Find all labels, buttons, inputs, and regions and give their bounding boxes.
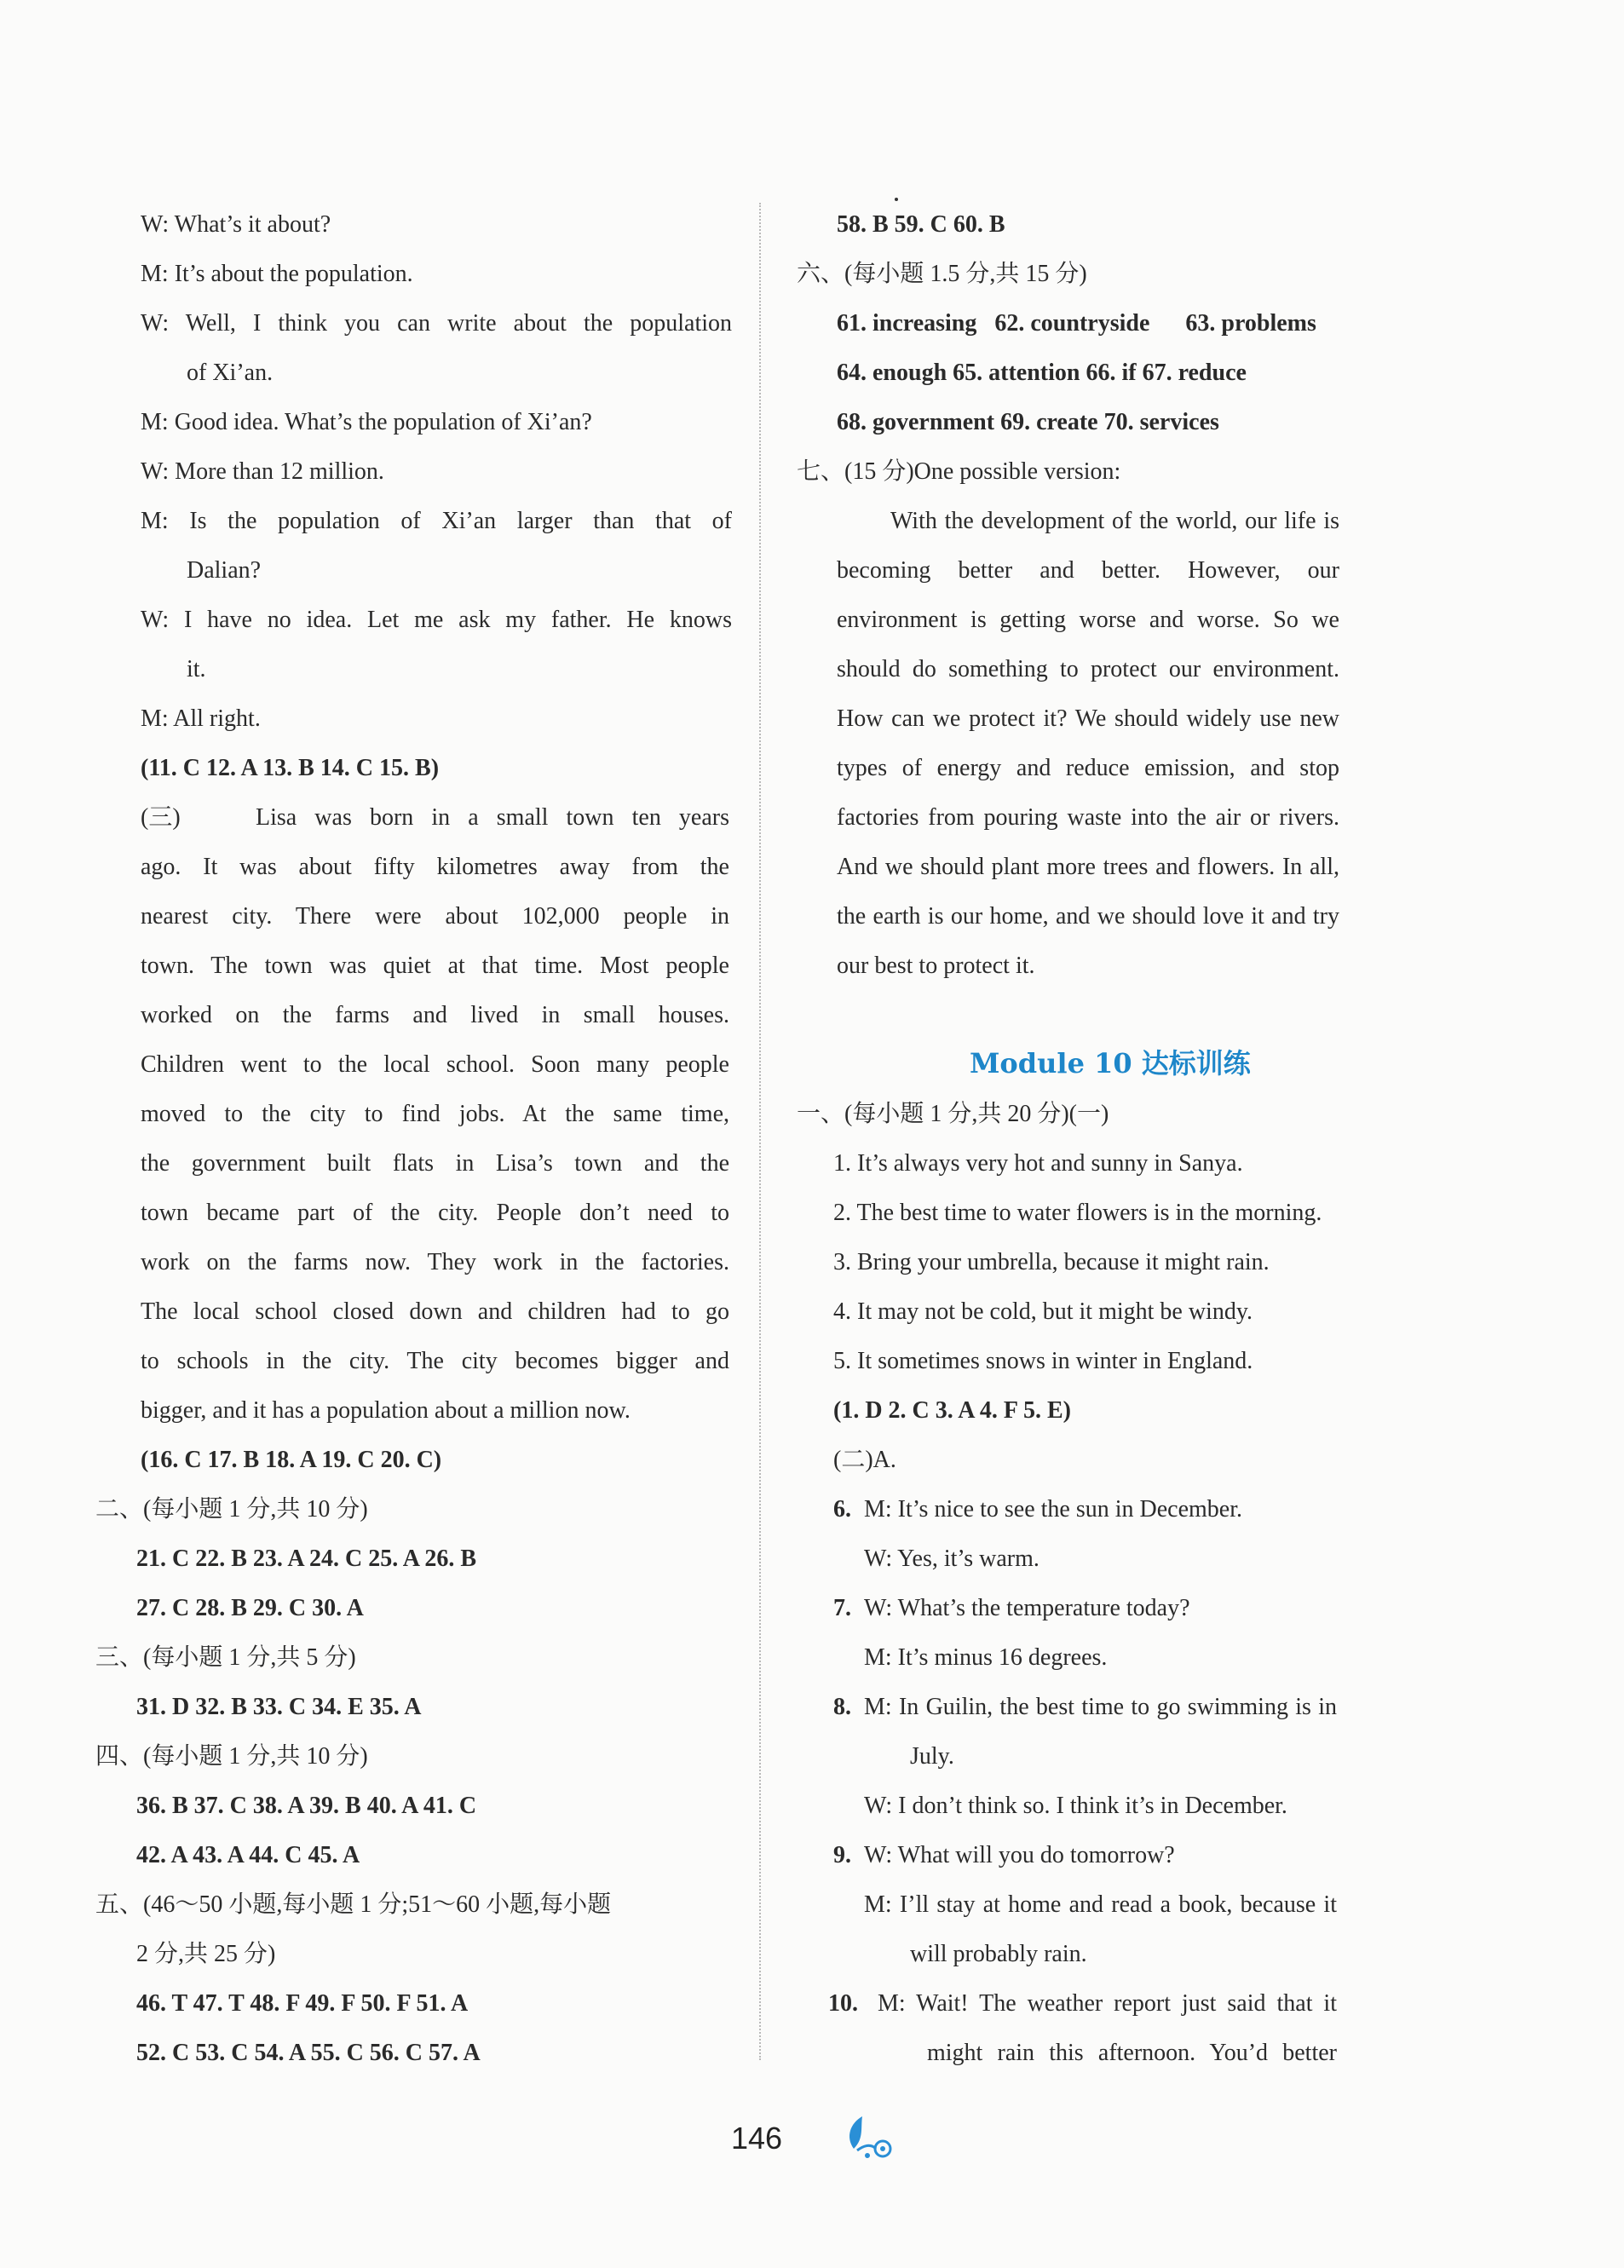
answer-row: 31. D 32. B 33. C 34. E 35. A	[136, 1694, 422, 1720]
passage-line: to schools in the city. The city becomes bigger and	[141, 1348, 729, 1374]
dialogue-line: M: It’s nice to see the sun in December.	[864, 1496, 1242, 1523]
item-number: 7.	[833, 1595, 851, 1621]
part-2-label: (二)A.	[833, 1447, 896, 1473]
section-7-title: 七、(15 分)One possible version:	[797, 458, 1121, 485]
emphasis-dot	[895, 198, 898, 201]
essay-line: factories from pouring waste into the air or rivers.	[837, 804, 1339, 831]
dialogue-line-cont: will probably rain.	[910, 1941, 1087, 1967]
dialogue-line: W: I have no idea. Let me ask my father. He knows	[141, 607, 732, 633]
dialogue-line-cont: Dalian?	[187, 557, 262, 584]
section-3-title: 三、(每小题 1 分,共 5 分)	[95, 1644, 356, 1671]
dialogue-line: M: It’s about the population.	[141, 261, 413, 287]
essay-line: the earth is our home, and we should love it and try	[837, 903, 1339, 930]
dialogue-line: W: Yes, it’s warm.	[864, 1546, 1039, 1572]
dialogue-line: W: What will you do tomorrow?	[864, 1842, 1175, 1868]
listening-item: 5. It sometimes snows in winter in England.	[833, 1348, 1253, 1374]
listening-item: 4. It may not be cold, but it might be windy.	[833, 1298, 1253, 1325]
answer-row: 52. C 53. C 54. A 55. C 56. C 57. A	[136, 2040, 481, 2066]
answer-row: 68. government 69. create 70. services	[837, 409, 1219, 435]
passage-line: ago. It was about fifty kilometres away from the	[141, 854, 729, 880]
listening-item: 1. It’s always very hot and sunny in Sanya.	[833, 1150, 1243, 1177]
dialogue-line: W: What’s it about?	[141, 211, 331, 238]
passage-line: town became part of the city. People don’t need to	[141, 1200, 729, 1226]
passage-line: Lisa was born in a small town ten years	[256, 804, 729, 831]
dialogue-line-cont: might rain this afternoon. You’d better	[927, 2040, 1337, 2066]
page-number: 146	[731, 2121, 783, 2156]
dialogue-line: M: In Guilin, the best time to go swimming is in	[864, 1694, 1337, 1720]
dialogue-line: M: All right.	[141, 705, 261, 732]
item-number: 9.	[833, 1842, 851, 1868]
answer-row: 58. B 59. C 60. B	[837, 211, 1005, 238]
dialogue-line: M: I’ll stay at home and read a book, because it	[864, 1891, 1337, 1918]
dialogue-line: M: Good idea. What’s the population of Xi’an?	[141, 409, 592, 435]
passage-line: nearest city. There were about 102,000 people in	[141, 903, 729, 930]
column-divider	[759, 203, 761, 2060]
listening-item: 3. Bring your umbrella, because it might rain.	[833, 1249, 1270, 1275]
essay-line: How can we protect it? We should widely use new	[837, 705, 1339, 732]
essay-line: should do something to protect our environment.	[837, 656, 1339, 682]
passage-line: Children went to the local school. Soon many people	[141, 1051, 729, 1078]
answer-row: 27. C 28. B 29. C 30. A	[136, 1595, 364, 1621]
answer-row: 42. A 43. A 44. C 45. A	[136, 1842, 360, 1868]
essay-line: environment is getting worse and worse. So we	[837, 607, 1339, 633]
listening-item: 2. The best time to water flowers is in the morning.	[833, 1200, 1322, 1226]
passage-line: the government built flats in Lisa’s town and the	[141, 1150, 729, 1177]
section-4-title: 四、(每小题 1 分,共 10 分)	[95, 1743, 368, 1770]
dialogue-line: W: Well, I think you can write about the population	[141, 310, 732, 337]
essay-line: becoming better and better. However, our	[837, 557, 1339, 584]
dialogue-line-cont: of Xi’an.	[187, 360, 274, 386]
passage-line: town. The town was quiet at that time. Most people	[141, 953, 729, 979]
section-2-title: 二、(每小题 1 分,共 10 分)	[95, 1496, 368, 1523]
passage-line: worked on the farms and lived in small houses.	[141, 1002, 729, 1028]
module-heading: Module 10 达标训练	[970, 1047, 1251, 1079]
essay-line: types of energy and reduce emission, and stop	[837, 755, 1339, 781]
dialogue-line: M: Is the population of Xi’an larger than that of	[141, 508, 732, 534]
dialogue-line: W: I don’t think so. I think it’s in December.	[864, 1793, 1287, 1819]
item-number: 8.	[833, 1694, 851, 1720]
answer-row: 64. enough 65. attention 66. if 67. reduce	[837, 360, 1247, 386]
answer-key-16-20: (16. C 17. B 18. A 19. C 20. C)	[141, 1447, 442, 1473]
answer-key-11-15: (11. C 12. A 13. B 14. C 15. B)	[141, 755, 440, 781]
section-5-title-cont: 2 分,共 25 分)	[136, 1941, 276, 1967]
dialogue-line: M: It’s minus 16 degrees.	[864, 1644, 1108, 1671]
swirl-leaf-ornament-icon	[838, 2111, 907, 2162]
section-6-title: 六、(每小题 1.5 分,共 15 分)	[797, 261, 1087, 287]
passage-line: moved to the city to find jobs. At the same time,	[141, 1101, 729, 1127]
module-section-1-title: 一、(每小题 1 分,共 20 分)(一)	[797, 1101, 1109, 1127]
essay-line: our best to protect it.	[837, 953, 1035, 979]
answer-row: 61. increasing 62. countryside 63. problems	[837, 310, 1316, 337]
dialogue-line: M: Wait! The weather report just said that it	[878, 1990, 1337, 2017]
item-number: 10.	[828, 1990, 858, 2017]
dialogue-line: W: More than 12 million.	[141, 458, 384, 485]
passage-line: The local school closed down and children had to go	[141, 1298, 729, 1325]
dialogue-line-cont: it.	[187, 656, 206, 682]
answer-row: 46. T 47. T 48. F 49. F 50. F 51. A	[136, 1990, 469, 2017]
item-number: 6.	[833, 1496, 851, 1523]
dialogue-line: W: What’s the temperature today?	[864, 1595, 1190, 1621]
answer-row: 36. B 37. C 38. A 39. B 40. A 41. C	[136, 1793, 477, 1819]
passage-label: (三)	[141, 804, 181, 831]
answer-key-1-5: (1. D 2. C 3. A 4. F 5. E)	[833, 1397, 1071, 1424]
essay-line: And we should plant more trees and flowers. In all,	[837, 854, 1339, 880]
section-5-title: 五、(46～50 小题,每小题 1 分;51～60 小题,每小题	[95, 1891, 612, 1918]
essay-line: With the development of the world, our life is	[890, 508, 1339, 534]
dialogue-line-cont: July.	[910, 1743, 954, 1770]
passage-line: work on the farms now. They work in the factories.	[141, 1249, 729, 1275]
passage-line: bigger, and it has a population about a million now.	[141, 1397, 631, 1424]
answer-row: 21. C 22. B 23. A 24. C 25. A 26. B	[136, 1546, 477, 1572]
